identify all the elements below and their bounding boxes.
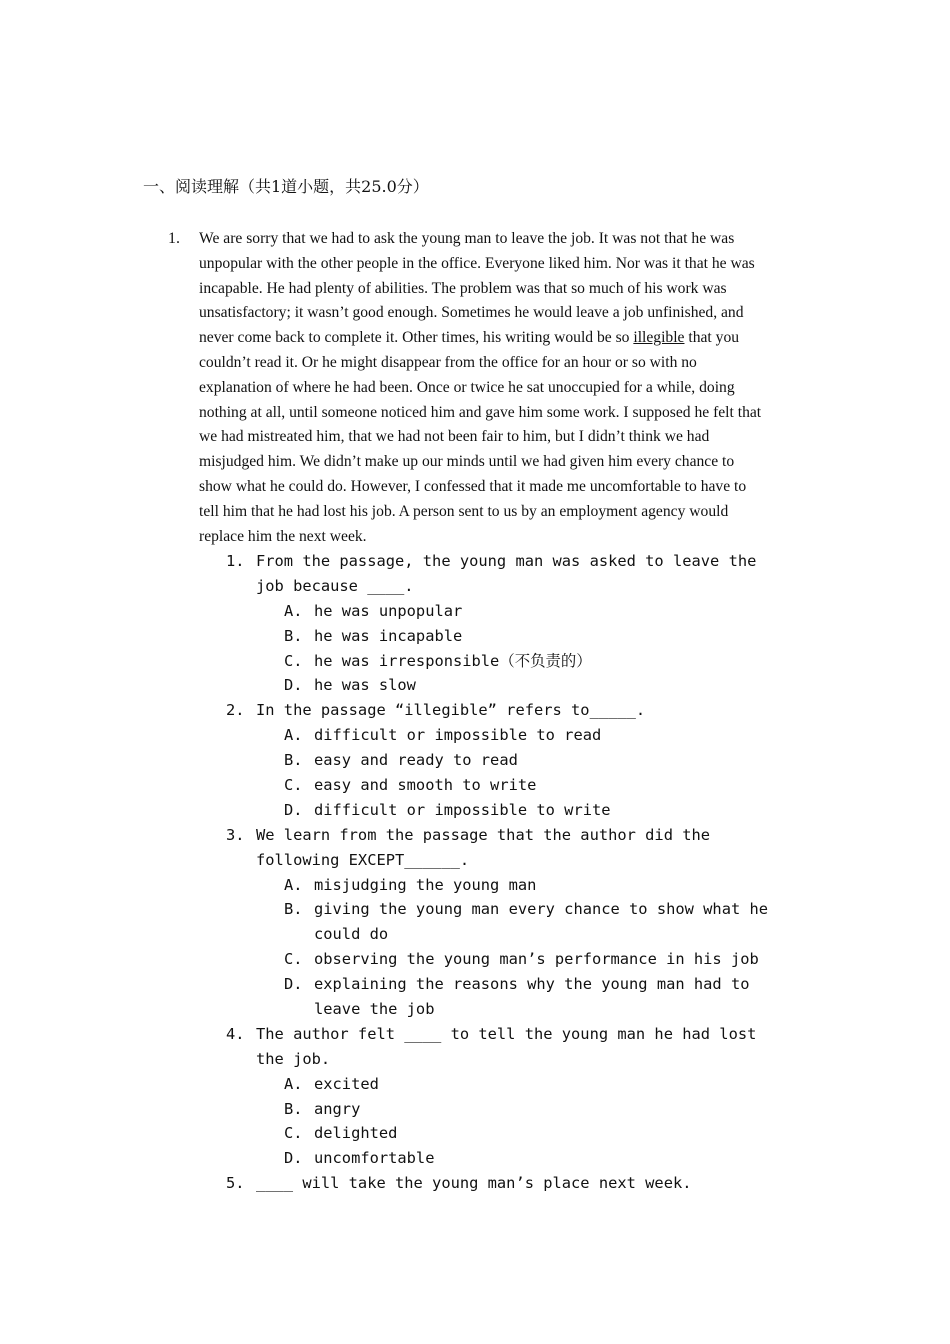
option-text: difficult or impossible to write [314, 800, 611, 819]
sub-question-stem [226, 823, 806, 848]
question-number: 1. [168, 230, 180, 247]
option-text: easy and ready to read [314, 751, 518, 770]
option-text: angry [314, 1099, 361, 1118]
answer-option[interactable] [226, 1072, 806, 1097]
option-text: easy and smooth to write [314, 776, 537, 795]
answer-option[interactable] [226, 673, 806, 698]
sub-question-text: ____ will take the young man’s place next week. [256, 1174, 692, 1193]
sub-question-stem [226, 549, 806, 574]
answer-option-continued [226, 922, 806, 947]
option-letter: A. [284, 726, 303, 745]
passage-line: unsatisfactory; it wasn’t good enough. Sometimes he would leave a job unfinished, and [199, 304, 744, 322]
passage-line-after: that you [684, 329, 740, 347]
passage-line: We are sorry that we had to ask the young man to leave the job. It was not that he was [199, 230, 735, 247]
answer-option[interactable] [226, 723, 806, 748]
sub-question-text: We learn from the passage that the author did the [256, 825, 711, 844]
option-text: could do [314, 925, 389, 944]
passage-line: misjudged him. We didn’t make up our minds until we had given him every chance to [199, 453, 735, 471]
option-letter: C. [284, 950, 303, 969]
sub-question-stem-continued [226, 574, 806, 599]
section-title: 一、阅读理解（共1道小题，共25.0分） [143, 177, 429, 196]
passage-line: nothing at all, until someone noticed him and gave him some work. I supposed he felt that [199, 403, 762, 421]
option-text: he was irresponsible（不负责的） [314, 651, 592, 670]
underlined-word-illegible: illegible [633, 329, 685, 347]
option-text: uncomfortable [314, 1149, 435, 1168]
option-letter: B. [284, 751, 303, 770]
sub-question-text: the job. [256, 1049, 331, 1068]
sub-question-list [226, 549, 806, 1196]
sub-question-text: In the passage “illegible” refers to_____. [256, 701, 646, 720]
sub-question-text: following EXCEPT______. [256, 850, 470, 869]
answer-option[interactable] [226, 798, 806, 823]
sub-question-stem-continued [226, 1047, 806, 1072]
option-text: he was incapable [314, 626, 463, 645]
option-text: delighted [314, 1124, 398, 1143]
passage-line: we had mistreated him, that we had not been fair to him, but I didn’t think we had [199, 428, 710, 446]
reading-passage [199, 227, 811, 549]
option-text: leave the job [314, 1000, 435, 1019]
sub-question-text: The author felt ____ to tell the young man he had lost [256, 1024, 757, 1043]
passage-line: tell him that he had lost his job. A person sent to us by an employment agency would [199, 502, 729, 520]
option-letter: A. [284, 1074, 303, 1093]
sub-question-text: From the passage, the young man was asked to leave the [256, 552, 757, 570]
sub-question-text: job because ____. [256, 576, 414, 595]
sub-question-stem-continued [226, 848, 806, 873]
answer-option[interactable] [226, 773, 806, 798]
option-text: giving the young man every chance to show what he [314, 900, 769, 919]
passage-line: couldn’t read it. Or he might disappear from the office for an hour or so with no [199, 353, 697, 371]
option-text: observing the young man’s performance in his job [314, 950, 759, 969]
option-letter: B. [284, 900, 303, 919]
passage-line: incapable. He had plenty of abilities. The problem was that so much of his work was [199, 279, 727, 297]
option-letter: A. [284, 601, 303, 620]
answer-option[interactable] [226, 1146, 806, 1171]
sub-question-stem [226, 1171, 806, 1196]
sub-question-stem [226, 698, 806, 723]
option-text: misjudging the young man [314, 875, 537, 894]
option-text: excited [314, 1074, 379, 1093]
answer-option[interactable] [226, 972, 806, 997]
option-letter: C. [284, 1124, 303, 1143]
sub-question-number: 4. [226, 1024, 245, 1043]
option-text: he was slow [314, 676, 416, 695]
option-letter: D. [284, 676, 303, 695]
passage-line: unpopular with the other people in the office. Everyone liked him. Nor was it that he was [199, 254, 755, 272]
option-letter: B. [284, 1099, 303, 1118]
option-text: difficult or impossible to read [314, 726, 602, 745]
passage-line: show what he could do. However, I confessed that it made me uncomfortable to have to [199, 477, 747, 495]
answer-option[interactable] [226, 748, 806, 773]
sub-question-number: 2. [226, 701, 245, 720]
answer-option[interactable] [226, 599, 806, 624]
option-letter: A. [284, 875, 303, 894]
answer-option[interactable] [226, 947, 806, 972]
passage-line-before: never come back to complete it. Other times, his writing would be so [199, 329, 634, 347]
option-letter: C. [284, 776, 303, 795]
sub-question-number: 5. [226, 1174, 245, 1193]
option-letter: D. [284, 1149, 303, 1168]
answer-option[interactable] [226, 649, 806, 674]
answer-option[interactable] [226, 624, 806, 649]
option-letter: D. [284, 800, 303, 819]
answer-option[interactable] [226, 1121, 806, 1146]
answer-option[interactable] [226, 1097, 806, 1122]
sub-question-number: 1. [226, 552, 245, 570]
sub-question-stem [226, 1022, 806, 1047]
option-text: he was unpopular [314, 601, 463, 620]
option-text: explaining the reasons why the young man had to [314, 975, 750, 994]
passage-line-with-underline [199, 326, 811, 351]
option-letter: C. [284, 651, 303, 670]
answer-option-continued [226, 997, 806, 1022]
passage-line: replace him the next week. [199, 527, 367, 545]
answer-option[interactable] [226, 897, 806, 922]
option-letter: B. [284, 626, 303, 645]
answer-option[interactable] [226, 873, 806, 898]
option-letter: D. [284, 975, 303, 994]
sub-question-number: 3. [226, 825, 245, 844]
passage-line: explanation of where he had been. Once or twice he sat unoccupied for a while, doing [199, 378, 735, 396]
